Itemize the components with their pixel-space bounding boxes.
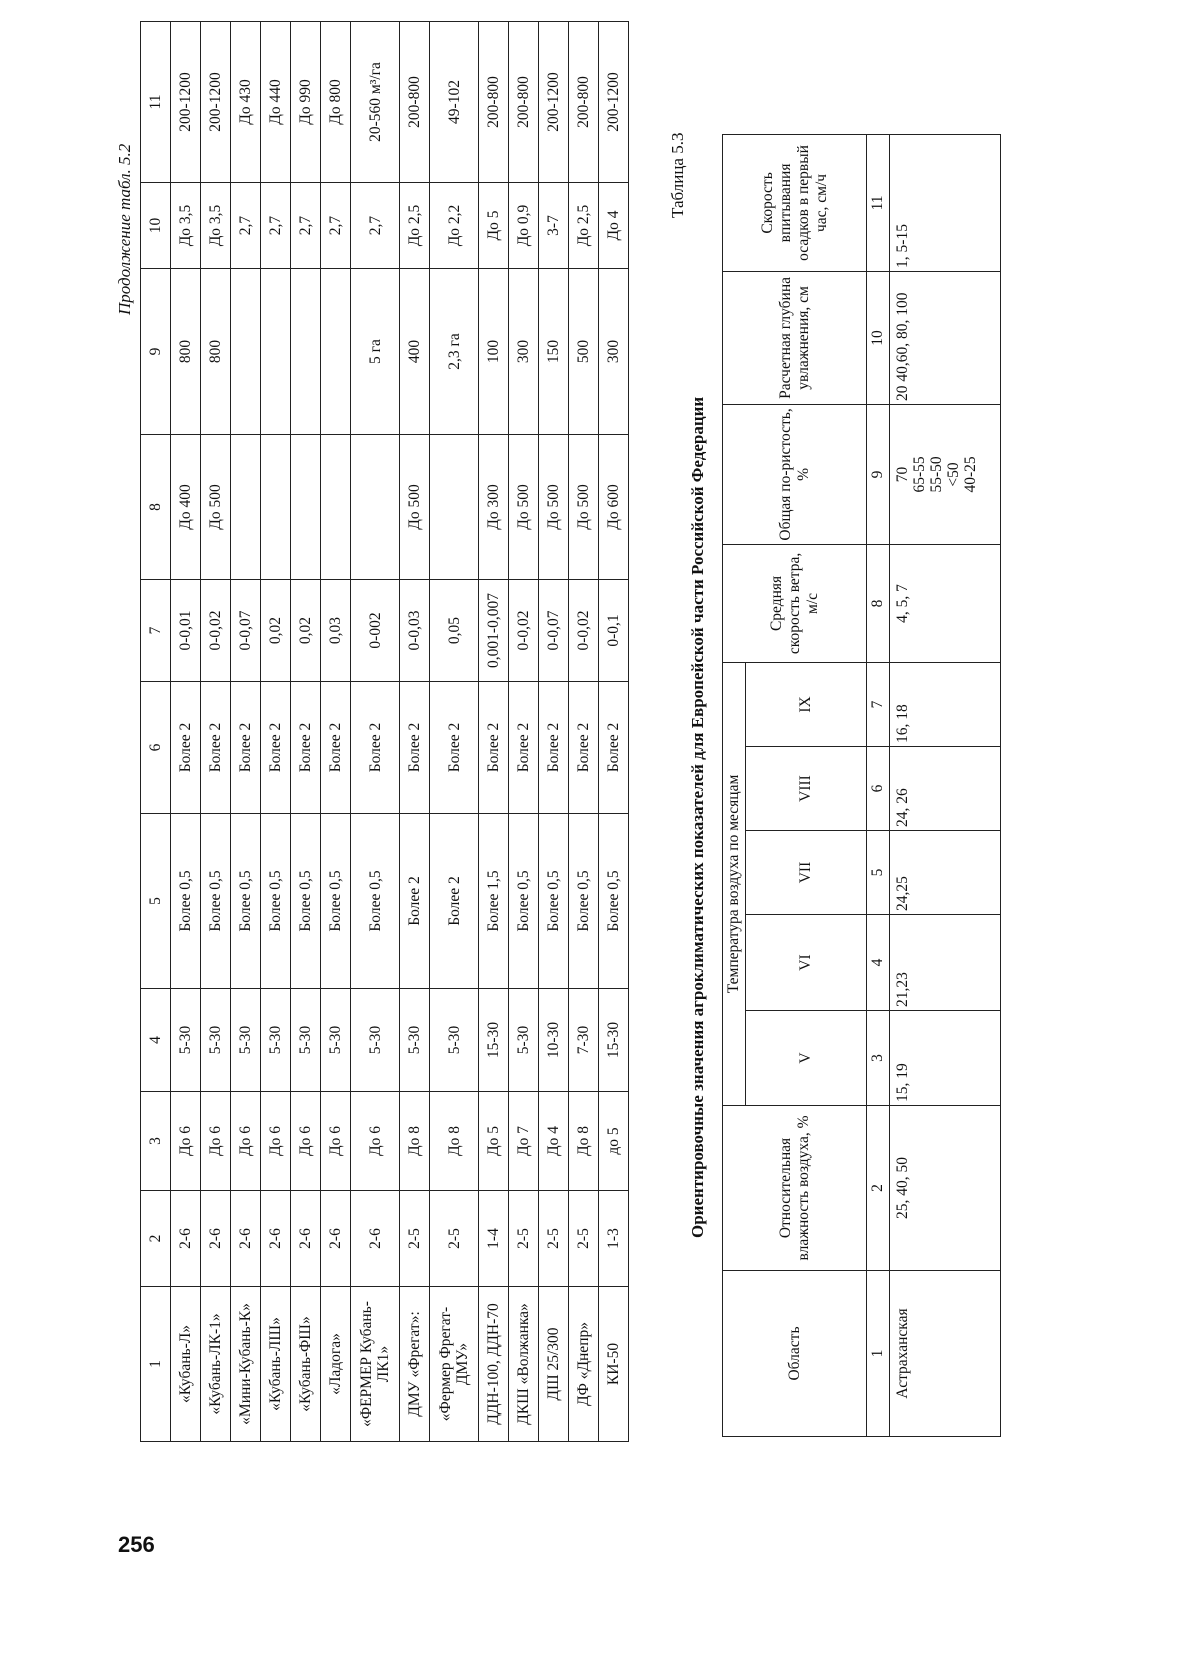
cell-value: 5-30 (171, 989, 201, 1092)
cell-value: 5-30 (400, 989, 430, 1092)
cell-value: 3-7 (539, 183, 569, 269)
cell-wind: 4, 5, 7 (890, 544, 1001, 662)
cell-value: Более 0,5 (351, 814, 400, 989)
cell-value: До 2,5 (569, 183, 599, 269)
cell-value: До 500 (400, 435, 430, 580)
cell-machine-name: ДДН-100, ДДН-70 (479, 1287, 509, 1442)
header-humidity: Относительная влажность воздуха, % (723, 1106, 867, 1271)
table-row (890, 134, 1001, 1436)
cell-value: Более 2 (201, 682, 231, 814)
cell-porosity (890, 404, 1001, 544)
table-row (291, 22, 321, 1442)
cell-value: До 990 (291, 22, 321, 183)
cell-value: 500 (569, 269, 599, 435)
cell-value: Более 2 (539, 682, 569, 814)
cell-value: 200-800 (479, 22, 509, 183)
cell-value: До 6 (201, 1092, 231, 1191)
table-row (539, 22, 569, 1442)
cell-value: Более 0,5 (509, 814, 539, 989)
cell-value: Более 0,5 (231, 814, 261, 989)
cell-value: 2-6 (291, 1191, 321, 1287)
cell-value: До 400 (171, 435, 201, 580)
cell-month-v: 15, 19 (890, 1011, 1001, 1106)
table-5-2 (140, 21, 629, 1442)
porosity-value: 70 (894, 466, 911, 483)
cell-value: 2-5 (569, 1191, 599, 1287)
table-5-3-caption: Таблица 5.3 (668, 132, 687, 218)
cell-value: Более 1,5 (479, 814, 509, 989)
column-number: 8 (141, 435, 171, 580)
cell-value: 2-6 (261, 1191, 291, 1287)
cell-value: До 430 (231, 22, 261, 183)
cell-value (231, 269, 261, 435)
cell-machine-name: «ФЕРМЕР Кубань-ЛК1» (351, 1287, 400, 1442)
porosity-value: 65-55 (911, 456, 928, 493)
cell-value (291, 435, 321, 580)
cell-value: До 8 (400, 1092, 430, 1191)
cell-value: Более 0,5 (261, 814, 291, 989)
cell-value: 5-30 (509, 989, 539, 1092)
cell-value: Более 2 (261, 682, 291, 814)
cell-value: 2-6 (231, 1191, 261, 1287)
header-month-vii: VII (746, 831, 867, 915)
cell-value: 2,3 га (430, 269, 479, 435)
header-month-vi: VI (746, 915, 867, 1011)
cell-value: 200-1200 (201, 22, 231, 183)
cell-value: 5-30 (291, 989, 321, 1092)
column-number: 2 (141, 1191, 171, 1287)
cell-value: 300 (509, 269, 539, 435)
cell-value: 0-002 (351, 580, 400, 682)
header-region: Область (723, 1271, 867, 1437)
cell-value: До 6 (231, 1092, 261, 1191)
col-number: 6 (867, 747, 890, 831)
cell-value: 10-30 (539, 989, 569, 1092)
cell-value: 0,001-0,007 (479, 580, 509, 682)
cell-value: 200-1200 (599, 22, 629, 183)
table-row (509, 22, 539, 1442)
table-5-3-block (722, 134, 1001, 1437)
cell-value: Более 2 (321, 682, 351, 814)
cell-value: Более 0,5 (569, 814, 599, 989)
cell-value (231, 435, 261, 580)
cell-value (321, 435, 351, 580)
table-row (171, 22, 201, 1442)
cell-value: 1-3 (599, 1191, 629, 1287)
cell-value: До 500 (201, 435, 231, 580)
cell-value: Более 2 (430, 682, 479, 814)
table-row (321, 22, 351, 1442)
cell-value: 0,03 (321, 580, 351, 682)
table-5-3 (722, 134, 1001, 1437)
cell-value: Более 2 (171, 682, 201, 814)
cell-value: 0-0,02 (569, 580, 599, 682)
cell-value (291, 269, 321, 435)
cell-value: 200-800 (400, 22, 430, 183)
column-number: 10 (141, 183, 171, 269)
cell-value: 0-0,03 (400, 580, 430, 682)
cell-value: до 5 (599, 1092, 629, 1191)
cell-machine-name: ДФ «Днепр» (569, 1287, 599, 1442)
cell-value: Более 2 (569, 682, 599, 814)
cell-value: Более 2 (291, 682, 321, 814)
cell-value: Более 2 (400, 682, 430, 814)
cell-value: 0-0,07 (231, 580, 261, 682)
cell-value: Более 2 (479, 682, 509, 814)
table-row (351, 22, 400, 1442)
cell-value: До 5 (479, 1092, 509, 1191)
porosity-value: 55-50 (928, 456, 945, 493)
cell-value (261, 435, 291, 580)
cell-value: 2-6 (321, 1191, 351, 1287)
porosity-value: 40-25 (962, 456, 979, 493)
cell-value: До 6 (171, 1092, 201, 1191)
table-row (430, 22, 479, 1442)
col-number: 1 (867, 1271, 890, 1437)
cell-value: До 500 (509, 435, 539, 580)
cell-value: До 7 (509, 1092, 539, 1191)
cell-value: 5-30 (231, 989, 261, 1092)
cell-value: 0-0,02 (509, 580, 539, 682)
table-row (400, 22, 430, 1442)
table-5-2-caption: Продолжение табл. 5.2 (115, 143, 134, 315)
header-depth: Расчетная глубина увлажнения, см (723, 271, 867, 404)
table-row (479, 22, 509, 1442)
col-number: 5 (867, 831, 890, 915)
cell-value: 0,02 (261, 580, 291, 682)
cell-value: 2-5 (400, 1191, 430, 1287)
cell-value: 1-4 (479, 1191, 509, 1287)
header-porosity: Общая по-ристость, % (723, 404, 867, 544)
cell-month-ix: 16, 18 (890, 662, 1001, 746)
table-row (201, 22, 231, 1442)
column-number: 9 (141, 269, 171, 435)
cell-value: 20-560 м³/га (351, 22, 400, 183)
cell-value: Более 2 (509, 682, 539, 814)
header-infiltration: Скорость впитывания осадков в первый час, см/ч (723, 134, 867, 271)
column-number: 5 (141, 814, 171, 989)
cell-value: 200-1200 (539, 22, 569, 183)
col-number: 8 (867, 544, 890, 662)
cell-value: 5 га (351, 269, 400, 435)
cell-value: До 4 (539, 1092, 569, 1191)
cell-value: 400 (400, 269, 430, 435)
cell-value (321, 269, 351, 435)
cell-value: Более 0,5 (201, 814, 231, 989)
table-row (599, 22, 629, 1442)
cell-infiltration: 1, 5-15 (890, 134, 1001, 271)
column-number: 7 (141, 580, 171, 682)
cell-value: 15-30 (479, 989, 509, 1092)
porosity-value: <50 (945, 462, 962, 487)
page-number: 256 (118, 1532, 155, 1557)
column-number: 4 (141, 989, 171, 1092)
cell-value: 2,7 (291, 183, 321, 269)
cell-value: До 500 (539, 435, 569, 580)
cell-value: 2-5 (430, 1191, 479, 1287)
header-temperature: Температура воздуха по месяцам (723, 662, 746, 1105)
cell-machine-name: «Фермер Фрегат-ДМУ» (430, 1287, 479, 1442)
cell-value: 200-800 (509, 22, 539, 183)
col-number: 11 (867, 134, 890, 271)
cell-value: 15-30 (599, 989, 629, 1092)
cell-value: 200-800 (569, 22, 599, 183)
cell-value (351, 435, 400, 580)
cell-value: 0-0,1 (599, 580, 629, 682)
cell-value: 200-1200 (171, 22, 201, 183)
cell-machine-name: ДМУ «Фрегат»: (400, 1287, 430, 1442)
cell-value: До 6 (291, 1092, 321, 1191)
cell-machine-name: «Кубань-ЛШ» (261, 1287, 291, 1442)
col-number: 7 (867, 662, 890, 746)
cell-value: До 3,5 (201, 183, 231, 269)
cell-value: Более 2 (351, 682, 400, 814)
cell-value: 2,7 (321, 183, 351, 269)
cell-value: Более 2 (599, 682, 629, 814)
cell-value: 2,7 (261, 183, 291, 269)
cell-month-vi: 21,23 (890, 915, 1001, 1011)
cell-value: 5-30 (351, 989, 400, 1092)
table-row (261, 22, 291, 1442)
cell-machine-name: «Ладога» (321, 1287, 351, 1442)
cell-value: До 800 (321, 22, 351, 183)
cell-value: 300 (599, 269, 629, 435)
cell-region: Астраханская (890, 1271, 1001, 1437)
cell-value: 150 (539, 269, 569, 435)
cell-value: Более 0,5 (291, 814, 321, 989)
cell-value: 2-6 (171, 1191, 201, 1287)
col-number: 9 (867, 404, 890, 544)
header-month-v: V (746, 1011, 867, 1106)
cell-value: До 6 (351, 1092, 400, 1191)
col-number: 3 (867, 1011, 890, 1106)
cell-humidity: 25, 40, 50 (890, 1106, 1001, 1271)
table-header-row (141, 22, 171, 1442)
col-number: 4 (867, 915, 890, 1011)
cell-value: До 6 (261, 1092, 291, 1191)
cell-machine-name: «Кубань-Л» (171, 1287, 201, 1442)
header-wind: Средняя скорость ветра, м/с (723, 544, 867, 662)
cell-value: 2,7 (351, 183, 400, 269)
cell-value (430, 435, 479, 580)
cell-machine-name: ДШ 25/300 (539, 1287, 569, 1442)
cell-value: 2-6 (201, 1191, 231, 1287)
cell-value: До 8 (430, 1092, 479, 1191)
cell-value: 800 (171, 269, 201, 435)
cell-value: Более 2 (231, 682, 261, 814)
cell-value: Более 0,5 (539, 814, 569, 989)
cell-machine-name: «Кубань-ЛК-1» (201, 1287, 231, 1442)
cell-value (261, 269, 291, 435)
cell-value: 7-30 (569, 989, 599, 1092)
cell-value: 5-30 (430, 989, 479, 1092)
cell-value: 49-102 (430, 22, 479, 183)
cell-value: 0-0,02 (201, 580, 231, 682)
table-row (569, 22, 599, 1442)
cell-value: До 8 (569, 1092, 599, 1191)
column-number: 1 (141, 1287, 171, 1442)
cell-value: 0-0,07 (539, 580, 569, 682)
cell-value: Более 0,5 (321, 814, 351, 989)
cell-value: До 500 (569, 435, 599, 580)
cell-month-vii: 24,25 (890, 831, 1001, 915)
cell-value: До 4 (599, 183, 629, 269)
cell-value: 2-5 (509, 1191, 539, 1287)
cell-value: 5-30 (321, 989, 351, 1092)
cell-value: Более 2 (400, 814, 430, 989)
table-5-2-block (140, 21, 629, 1442)
cell-value: До 3,5 (171, 183, 201, 269)
cell-value: 2-6 (351, 1191, 400, 1287)
cell-month-viii: 24, 26 (890, 747, 1001, 831)
column-number: 11 (141, 22, 171, 183)
col-number: 2 (867, 1106, 890, 1271)
cell-machine-name: КИ-50 (599, 1287, 629, 1442)
cell-value: До 6 (321, 1092, 351, 1191)
cell-value: До 5 (479, 183, 509, 269)
cell-value: 0,05 (430, 580, 479, 682)
table-5-3-title: Ориентировочные значения агроклиматических показателей для Европейской части Российской Федерации (688, 396, 707, 1238)
cell-value: 2-5 (539, 1191, 569, 1287)
cell-value: 5-30 (201, 989, 231, 1092)
cell-value: 2,7 (231, 183, 261, 269)
column-number: 6 (141, 682, 171, 814)
header-month-viii: VIII (746, 747, 867, 831)
cell-value: Более 2 (430, 814, 479, 989)
table-row (231, 22, 261, 1442)
col-number: 10 (867, 271, 890, 404)
cell-value: До 440 (261, 22, 291, 183)
cell-value: До 600 (599, 435, 629, 580)
cell-value: До 300 (479, 435, 509, 580)
column-number: 3 (141, 1092, 171, 1191)
cell-value: 800 (201, 269, 231, 435)
cell-value: 0,02 (291, 580, 321, 682)
cell-value: 0-0,01 (171, 580, 201, 682)
cell-value: Более 0,5 (171, 814, 201, 989)
cell-machine-name: «Мини-Кубань-К» (231, 1287, 261, 1442)
cell-machine-name: «Кубань-ФШ» (291, 1287, 321, 1442)
cell-value: 5-30 (261, 989, 291, 1092)
cell-depth: 20 40,60, 80, 100 (890, 271, 1001, 404)
cell-machine-name: ДКШ «Волжанка» (509, 1287, 539, 1442)
header-month-ix: IX (746, 662, 867, 746)
cell-value: Более 0,5 (599, 814, 629, 989)
cell-value: До 2,5 (400, 183, 430, 269)
cell-value: До 2,2 (430, 183, 479, 269)
cell-value: 100 (479, 269, 509, 435)
cell-value: До 0,9 (509, 183, 539, 269)
